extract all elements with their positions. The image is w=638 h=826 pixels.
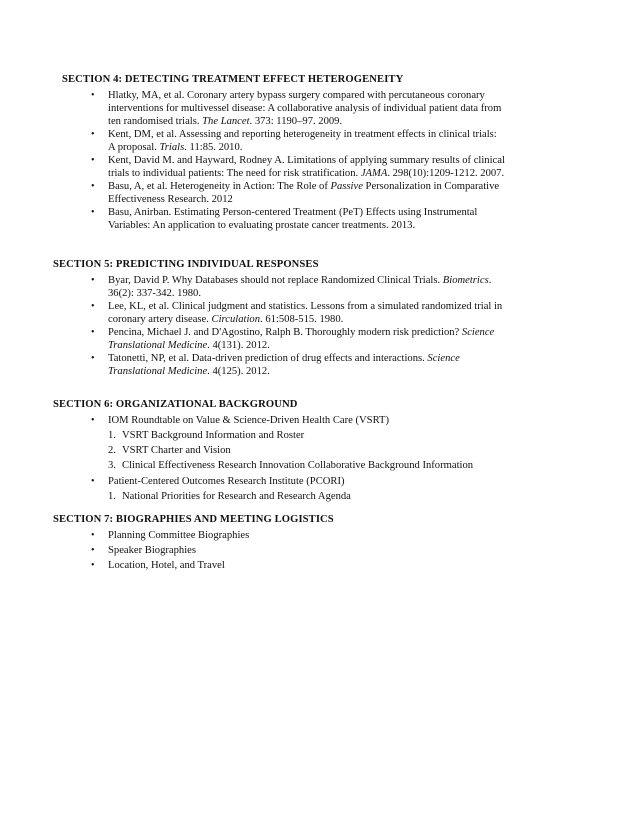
list-item: • Byar, David P. Why Databases should not replace Randomized Clinical Trials. Biometrics. 36(2): 337-342. 1980. bbox=[91, 275, 492, 299]
section-6-heading: SECTION 6: ORGANIZATIONAL BACKGROUND bbox=[53, 399, 298, 410]
bullet-icon: • bbox=[91, 327, 95, 338]
section-4-heading: SECTION 4: DETECTING TREATMENT EFFECT HETEROGENEITY bbox=[62, 74, 404, 85]
bullet-icon: • bbox=[91, 155, 95, 166]
bullet-icon: • bbox=[91, 545, 95, 556]
bullet-icon: • bbox=[91, 275, 95, 286]
journal-title: The Lancet bbox=[202, 116, 250, 127]
list-item: • Tatonetti, NP, et al. Data-driven prediction of drug effects and interactions. Science Translational Medicine. 4(125). 2012. bbox=[91, 353, 460, 377]
list-item: • Basu, Anirban. Estimating Person-centered Treatment (PeT) Effects using Instrumental Variables: An application to evaluating prostate cancer treatments. 2013. bbox=[91, 207, 478, 231]
journal-title: Science bbox=[427, 353, 460, 364]
bullet-icon: • bbox=[91, 476, 95, 487]
journal-title: Translational Medicine bbox=[108, 366, 208, 377]
sub-list-item: 1. National Priorities for Research and Research Agenda bbox=[108, 491, 351, 502]
sub-list-item: 3. Clinical Effectiveness Research Innovation Collaborative Background Information bbox=[108, 460, 474, 471]
list-item: • Basu, A, et al. Heterogeneity in Action: The Role of Passive Personalization in Comparative Effectiveness Research. 2012 bbox=[91, 181, 500, 205]
section-6-list bbox=[0, 414, 638, 503]
bullet-icon: • bbox=[91, 353, 95, 364]
list-item: • Pencina, Michael J. and D'Agostino, Ralph B. Thoroughly modern risk prediction? Science Translational Medicine. 4(131). 2012. bbox=[91, 327, 495, 351]
emphasis-text: Passive bbox=[330, 181, 363, 192]
bullet-icon: • bbox=[91, 530, 95, 541]
list-item: • Patient-Centered Outcomes Research Institute (PCORI) 1. National Priorities for Research and Research Agenda bbox=[0, 475, 564, 503]
list-item: • IOM Roundtable on Value & Science-Driven Health Care (VSRT) 1. VSRT Background Information and Roster 2. VSRT Charter and Vision 3. Clinical Effectiveness Research Innovation Collaborative Background Information bbox=[0, 414, 564, 472]
list-item: • Location, Hotel, and Travel bbox=[91, 560, 225, 571]
bullet-icon: • bbox=[91, 415, 95, 426]
journal-title: Translational Medicine bbox=[108, 340, 208, 351]
bullet-icon: • bbox=[91, 560, 95, 571]
bullet-icon: • bbox=[91, 129, 95, 140]
list-item: • Kent, DM, et al. Assessing and reporting heterogeneity in treatment effects in clinical trials: A proposal. Trials. 11:85. 2010. bbox=[91, 129, 497, 153]
list-item: • Lee, KL, et al. Clinical judgment and statistics. Lessons from a simulated randomized trial in coronary artery disease. Circulation. 61:508-515. 1980. bbox=[91, 301, 503, 325]
section-4-list bbox=[0, 89, 638, 232]
journal-title: JAMA bbox=[360, 168, 388, 179]
list-item: • Kent, David M. and Hayward, Rodney A. Limitations of applying summary results of clinical trials to individual patients: The need for risk stratification. JAMA. 298(10):1209-1212. 2007. bbox=[91, 155, 505, 179]
bullet-icon: • bbox=[91, 90, 95, 101]
bullet-icon: • bbox=[91, 181, 95, 192]
journal-title: Biometrics bbox=[442, 275, 489, 286]
list-item: • Hlatky, MA, et al. Coronary artery bypass surgery compared with percutaneous coronary interventions for multivessel disease: A collaborative analysis of individual patient data from ten randomised trials. The Lancet. 373: 1190–97. 2009. bbox=[91, 90, 502, 127]
bullet-icon: • bbox=[91, 301, 95, 312]
list-item: • Planning Committee Biographies bbox=[91, 530, 250, 541]
list-item: • Speaker Biographies bbox=[91, 545, 196, 556]
section-5-heading: SECTION 5: PREDICTING INDIVIDUAL RESPONSES bbox=[53, 259, 319, 270]
bullet-icon: • bbox=[91, 207, 95, 218]
journal-title: Science bbox=[461, 327, 495, 338]
sub-list-item: 1. VSRT Background Information and Roster bbox=[108, 430, 305, 441]
section-7-list bbox=[0, 529, 638, 572]
section-5-list bbox=[0, 274, 638, 378]
section-7-heading: SECTION 7: BIOGRAPHIES AND MEETING LOGISTICS bbox=[53, 514, 334, 525]
journal-title: Circulation bbox=[211, 314, 261, 325]
journal-title: Trials bbox=[159, 142, 185, 153]
sub-list-item: 2. VSRT Charter and Vision bbox=[108, 445, 231, 456]
